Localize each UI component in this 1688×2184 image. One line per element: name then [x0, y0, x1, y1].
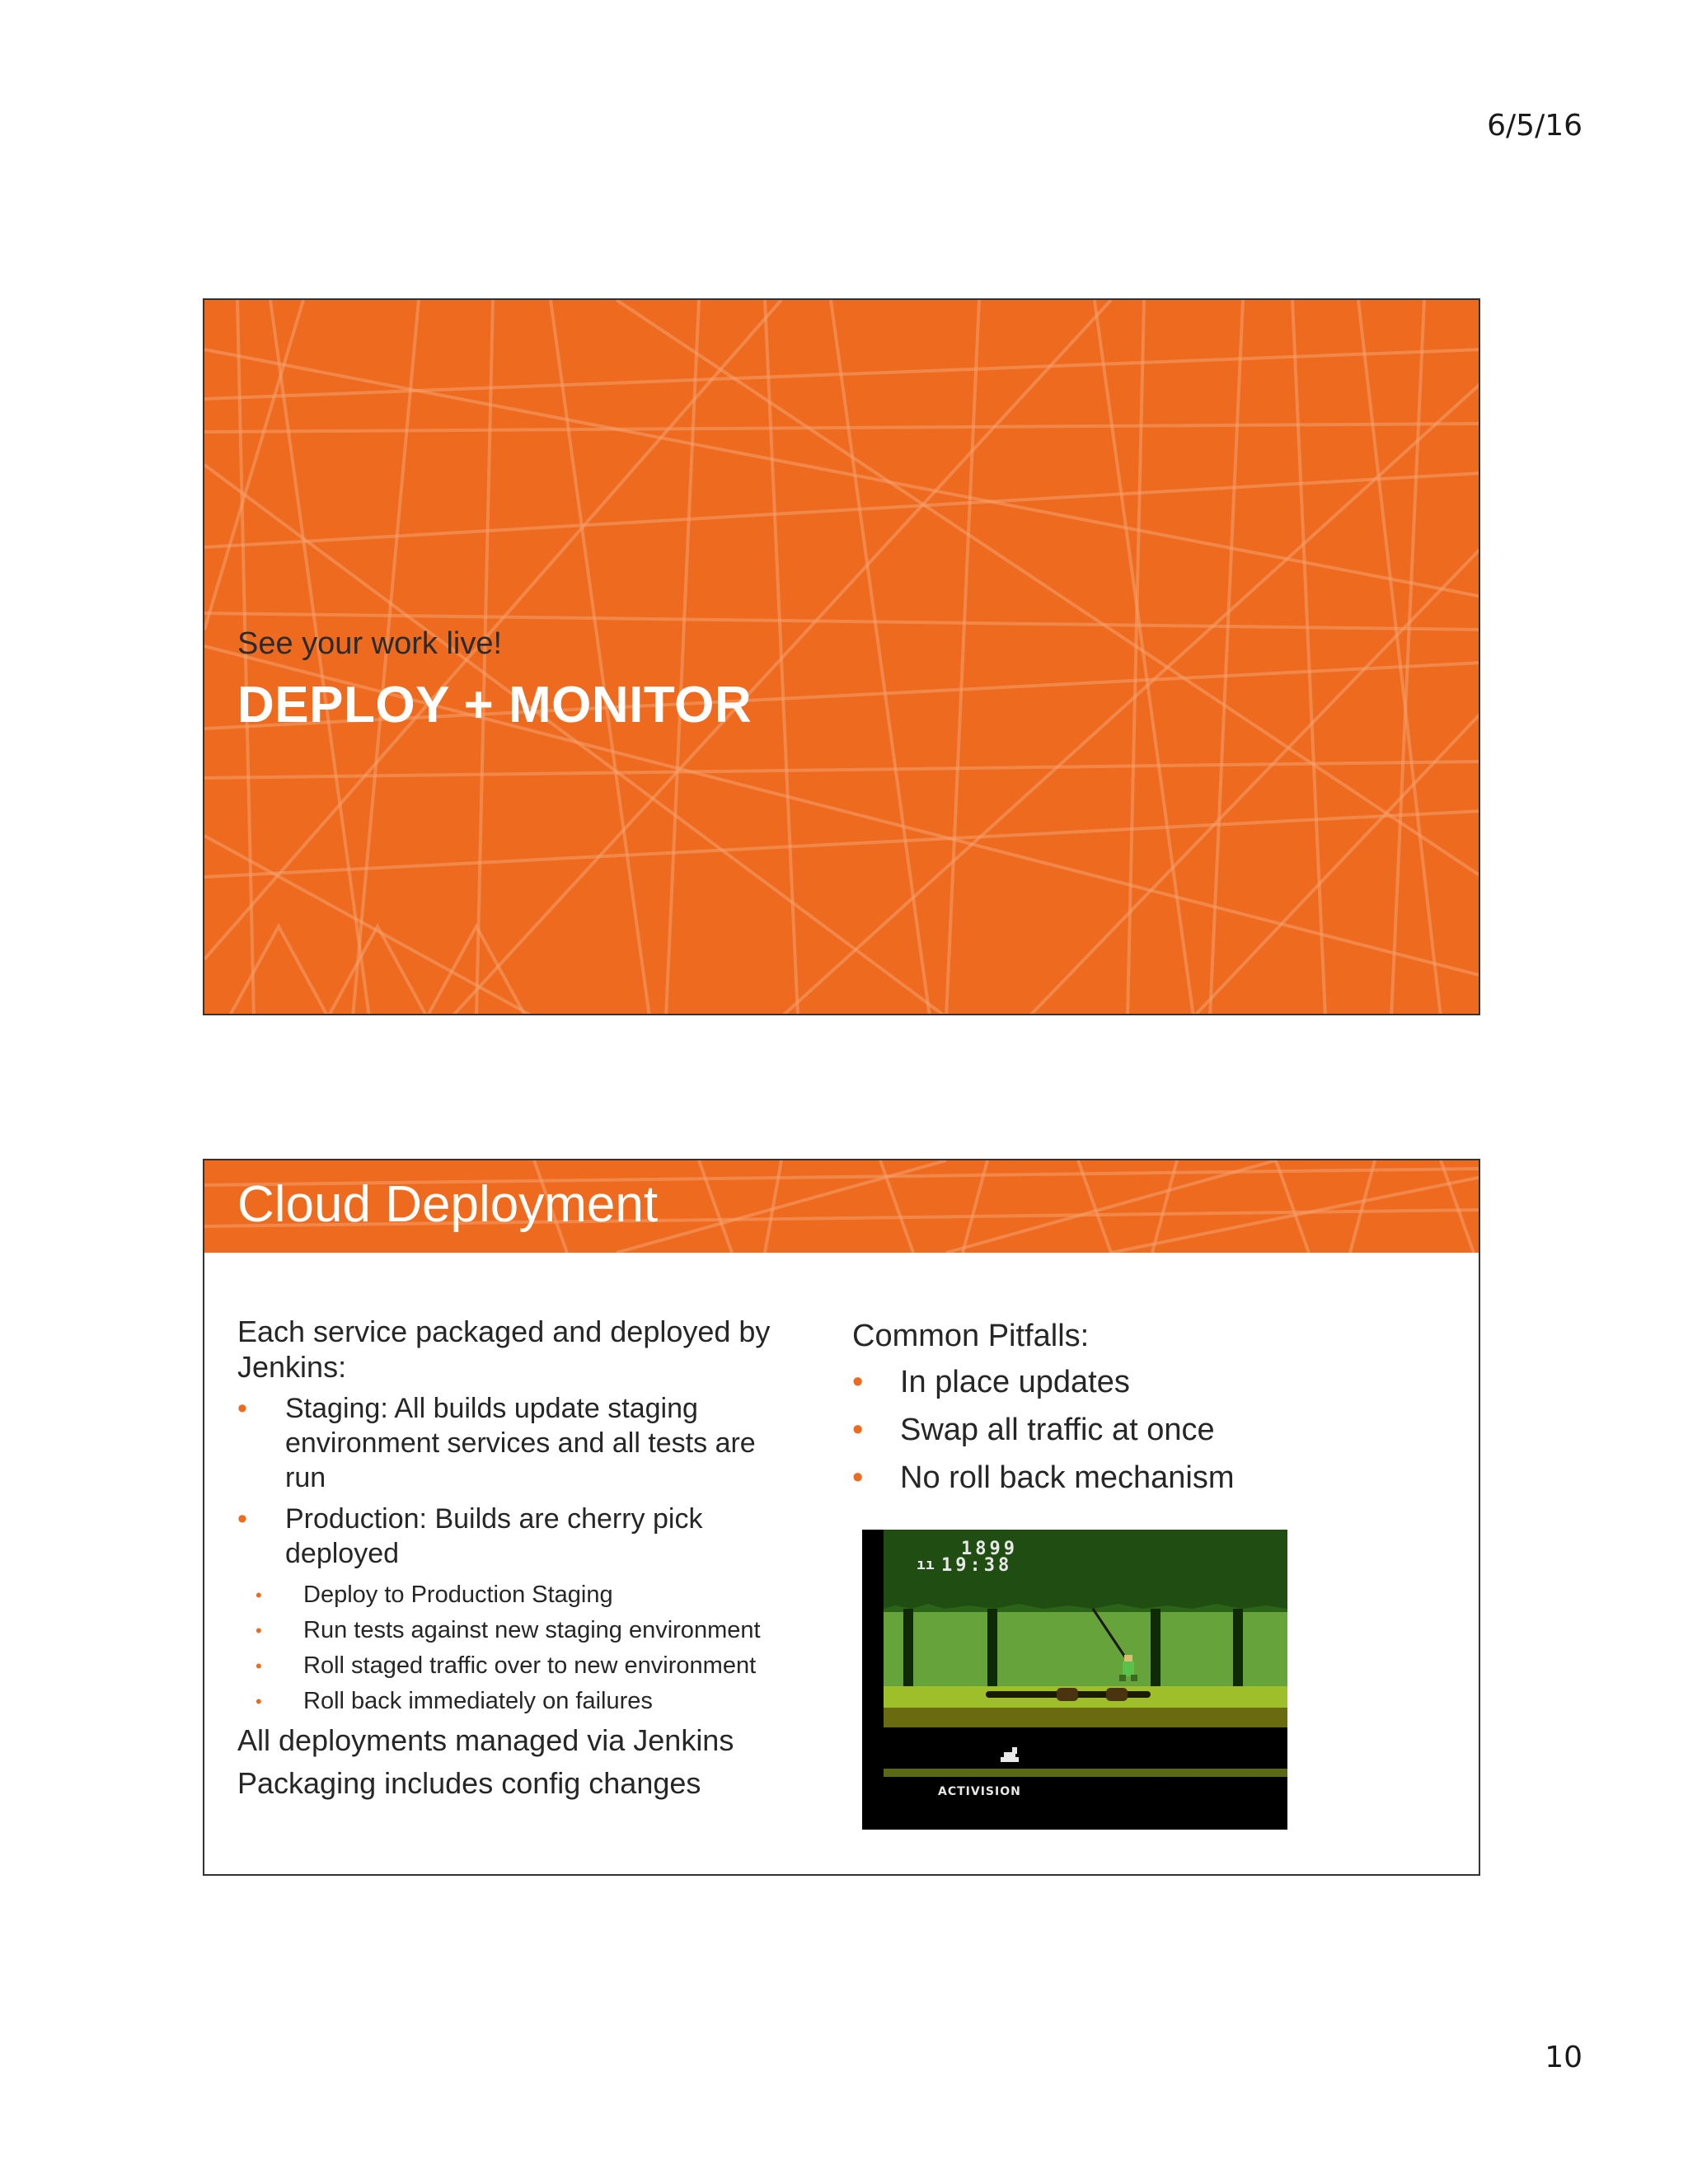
list-item-text: Roll back immediately on failures — [303, 1688, 653, 1714]
slide1-subtitle: See your work live! — [237, 626, 503, 661]
list-item — [852, 1363, 1429, 1401]
slide-deploy-monitor — [203, 298, 1480, 1015]
list-item-text: Deploy to Production Staging — [303, 1582, 613, 1608]
list-item — [237, 1391, 781, 1495]
list-item-text: Swap all traffic at once — [900, 1413, 1215, 1447]
pitfalls-column — [852, 1314, 1429, 1507]
deployment-environments-list — [237, 1391, 781, 1571]
game-timer: 19:38 — [941, 1555, 1013, 1576]
slide-cloud-deployment — [203, 1159, 1480, 1876]
game-screenshot — [862, 1530, 1287, 1830]
bullet-icon: • — [237, 1503, 247, 1535]
list-item — [852, 1459, 1429, 1497]
closing-line: All deployments managed via Jenkins — [237, 1723, 734, 1757]
pitfalls-list — [852, 1363, 1429, 1497]
page-number: 10 — [1545, 2041, 1582, 2074]
game-score: 1899 — [961, 1539, 1018, 1559]
list-item — [852, 1411, 1429, 1449]
game-lives-marker: ıı — [917, 1556, 935, 1573]
closing-line: Packaging includes config changes — [237, 1766, 701, 1800]
page-date: 6/5/16 — [1487, 109, 1582, 143]
slide1-title: DEPLOY + MONITOR — [237, 677, 753, 733]
production-steps-list — [237, 1577, 781, 1719]
list-item-text: Production: Builds are cherry pick deployed — [285, 1503, 703, 1569]
list-item-text: Staging: All builds update staging environment services and all tests are run — [285, 1393, 756, 1493]
bullet-icon: • — [256, 1691, 262, 1712]
bullet-icon: • — [256, 1620, 262, 1641]
slide2-title: Cloud Deployment — [237, 1176, 659, 1233]
list-item — [237, 1577, 781, 1613]
list-item — [237, 1684, 781, 1719]
list-item — [237, 1613, 781, 1648]
deployment-process-column — [237, 1314, 781, 1805]
list-item — [237, 1648, 781, 1684]
game-brand-logo: ACTIVISION — [938, 1785, 1021, 1798]
deployment-intro: Each service packaged and deployed by Jenkins: — [237, 1315, 771, 1384]
slide2-header — [204, 1160, 1479, 1253]
list-item-text: In place updates — [900, 1365, 1130, 1399]
bullet-icon: • — [852, 1413, 864, 1447]
list-item-text: No roll back mechanism — [900, 1460, 1235, 1495]
list-item — [237, 1502, 781, 1571]
bullet-icon: • — [852, 1365, 864, 1399]
bullet-icon: • — [852, 1460, 864, 1495]
list-item-text: Roll staged traffic over to new environment — [303, 1652, 757, 1679]
bullet-icon: • — [237, 1393, 247, 1424]
pitfalls-heading: Common Pitfalls: — [852, 1319, 1090, 1353]
bullet-icon: • — [256, 1656, 262, 1676]
bullet-icon: • — [256, 1585, 262, 1605]
list-item-text: Run tests against new staging environment — [303, 1617, 761, 1643]
